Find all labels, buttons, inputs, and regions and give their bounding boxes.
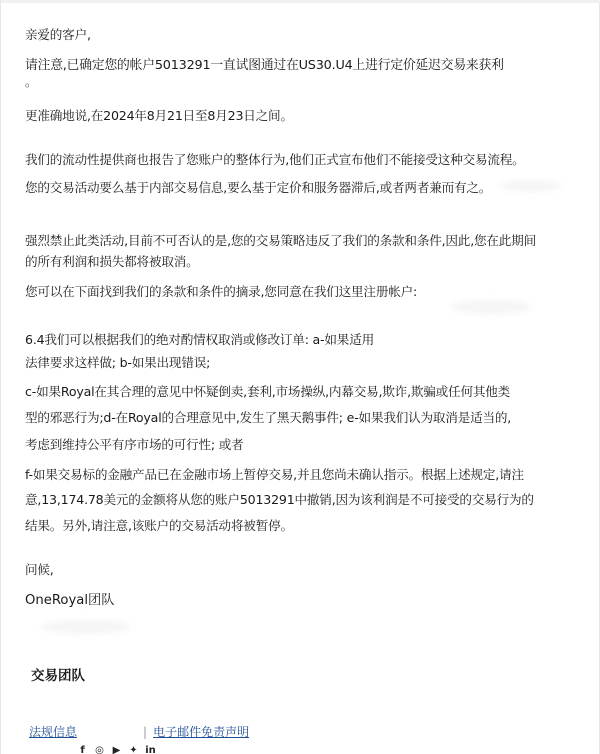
terms-line-1: 6.4我们可以根据我们的绝对酌情权取消或修改订单: a-如果适用: [25, 332, 374, 347]
instagram-icon[interactable]: ◎: [95, 745, 104, 754]
youtube-icon[interactable]: ▶: [112, 745, 121, 754]
twitter-icon[interactable]: ✦: [129, 745, 138, 754]
email-disclaimer-link[interactable]: 电子邮件免责声明: [153, 725, 250, 739]
terms-line-5: 考虑到维持公平有序市场的可行性; 或者: [25, 437, 244, 452]
social-icons: [77, 745, 156, 754]
paragraph-account-notice: 请注意,已确定您的帐户5013291一直试图通过在US30.U4上进行定价延迟交易来获利: [25, 58, 504, 73]
terms-line-7: 意,13,174.78美元的金额将从您的账户5013291中撤销,因为该利润是不可接受的交易行为的: [25, 492, 534, 507]
linkedin-icon[interactable]: in: [145, 745, 156, 754]
footer-links: [29, 725, 249, 740]
paragraph-prohibited-line-1: 强烈禁止此类活动,目前不可否认的是,您的交易策略违反了我们的条款和条件,因此,您在此期间: [25, 233, 536, 248]
paragraph-trading-activity: 您的交易活动要么基于内部交易信息,要么基于定价和服务器滞后,或者两者兼而有之。: [25, 180, 492, 195]
terms-line-8: 结果。另外,请注意,该账户的交易活动将被暂停。: [25, 518, 293, 533]
trading-team-heading: 交易团队: [31, 668, 85, 684]
signature: OneRoyal团队: [25, 593, 115, 608]
paragraph-terms-intro: 您可以在下面找到我们的条款和条件的摘录,您同意在我们这里注册帐户:: [25, 284, 418, 299]
scan-smudge: [501, 180, 561, 192]
legal-info-link[interactable]: 法规信息: [29, 725, 78, 739]
paragraph-date-range: 更准确地说,在2024年8月21日至8月23日之间。: [25, 108, 293, 123]
greeting: 亲爱的客户,: [25, 27, 91, 42]
paragraph-prohibited-line-2: 的所有利润和损失都将被取消。: [25, 254, 199, 269]
scan-smudge: [451, 300, 531, 314]
facebook-icon[interactable]: f: [80, 745, 85, 754]
terms-line-2: 法律要求这样做; b-如果出现错误;: [25, 355, 211, 370]
terms-line-3: c-如果Royal在其合理的意见中怀疑倒卖,套利,市场操纵,内幕交易,欺诈,欺骗或任何其他类: [25, 384, 511, 399]
scan-smudge: [41, 620, 131, 634]
paragraph-end-mark: 。: [25, 75, 38, 89]
terms-line-6: f-如果交易标的金融产品已在金融市场上暂停交易,并且您尚未确认指示。根据上述规定,请注: [25, 467, 524, 482]
footer-divider: |: [143, 725, 148, 739]
top-divider: [1, 0, 600, 3]
paragraph-liquidity-provider: 我们的流动性提供商也报告了您账户的整体行为,他们正式宣布他们不能接受这种交易流程。: [25, 152, 525, 167]
closing-regards: 问候,: [25, 562, 54, 577]
terms-line-4: 型的邪恶行为;d-在Royal的合理意见中,发生了黑天鹅事件; e-如果我们认为取消是适当的,: [25, 410, 512, 425]
